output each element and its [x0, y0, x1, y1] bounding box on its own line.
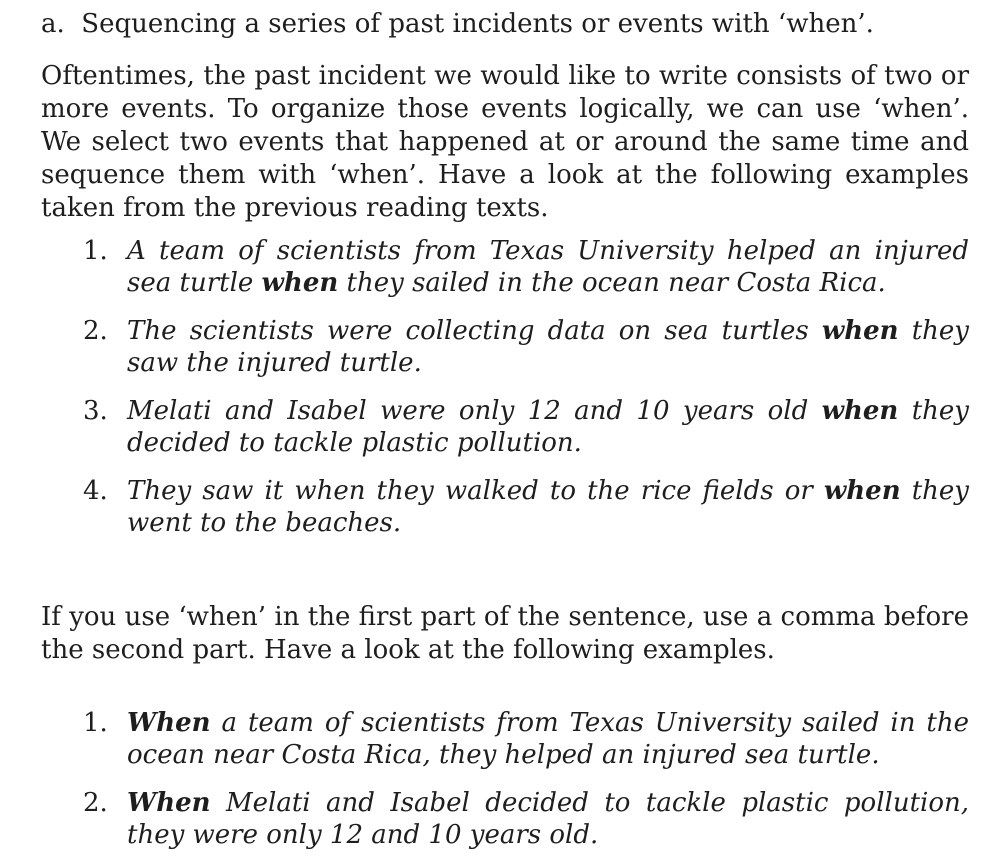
section-heading: [41, 8, 969, 48]
example-text-before: Melati and Isabel were only 12 and 10 years old: [127, 396, 822, 426]
example-text-after: Melati and Isabel decided to tackle plastic pollution, they were only 12 and 10 years old.: [127, 788, 969, 850]
example-text-before: The scientists were collecting data on sea turtles: [127, 316, 822, 346]
keyword-when: when: [821, 316, 899, 346]
list-item: [41, 395, 969, 459]
item-number: 2.: [83, 788, 108, 818]
keyword-when: When: [127, 788, 211, 818]
example-text-after: they sailed in the ocean near Costa Rica.: [338, 268, 886, 298]
example-text-before: They saw it when they walked to the rice fields or: [127, 476, 824, 506]
list-item: [41, 235, 969, 299]
document-page: [41, 8, 969, 867]
list-item: [41, 787, 969, 851]
example-text-after: they saw the injured turtle.: [127, 316, 969, 378]
item-number: 2.: [83, 316, 108, 346]
item-number: 1.: [83, 236, 108, 266]
keyword-when: when: [823, 476, 901, 506]
keyword-when: when: [261, 268, 339, 298]
list-item: [41, 315, 969, 379]
example-text-before: A team of scientists from Texas University helped an injured sea turtle: [127, 236, 969, 298]
section-marker: a.: [41, 9, 65, 39]
example-text-after: they went to the beaches.: [127, 476, 969, 538]
list-item: [41, 475, 969, 539]
item-number: 3.: [83, 396, 108, 426]
item-number: 1.: [83, 708, 108, 738]
intro-paragraph: Oftentimes, the past incident we would like to write consists of two or more events. To organize those events logically, we can use ‘when’. We select two events that happened at or around the same time and sequence them with ‘when’. Have a look at the following examples taken from the previous reading texts.: [41, 61, 969, 223]
list-item: [41, 707, 969, 771]
example-text-after: they decided to tackle plastic pollution.: [127, 396, 969, 458]
when-examples-list: [41, 235, 969, 539]
item-number: 4.: [83, 476, 108, 506]
comma-rule-paragraph: If you use ‘when’ in the first part of the sentence, use a comma before the second part. Have a look at the following examples.: [41, 602, 969, 665]
section-title: Sequencing a series of past incidents or events with ‘when’.: [81, 9, 874, 39]
example-text-after: a team of scientists from Texas University sailed in the ocean near Costa Rica, they helped an injured sea turtle.: [127, 708, 969, 770]
keyword-when: when: [821, 396, 899, 426]
comma-examples-list: [41, 707, 969, 851]
keyword-when: When: [127, 708, 211, 738]
